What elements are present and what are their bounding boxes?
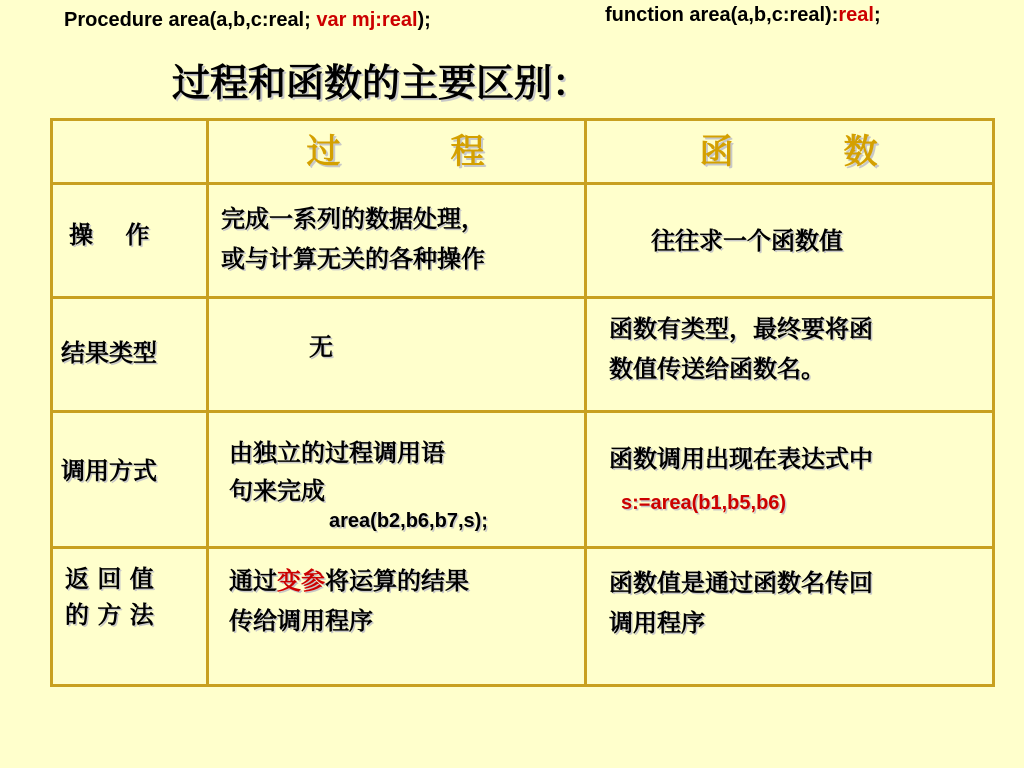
- table-row-result-type: [52, 298, 994, 412]
- procedure-declaration-prefix: Procedure area(a,b,c:real;: [64, 9, 317, 31]
- row-label-result-type: [52, 298, 208, 412]
- table-header-row: [52, 120, 994, 184]
- cell-line: 函数值是通过函数名传回: [609, 568, 873, 597]
- procedure-var-param: var mj:real: [316, 9, 418, 31]
- function-cell-result-type: [586, 298, 994, 412]
- header-corner: [52, 120, 208, 184]
- cell-line: 函数调用出现在表达式中: [609, 444, 873, 473]
- cell-line: 完成一系列的数据处理，: [221, 204, 485, 233]
- row-label-line: 的 方 法: [65, 600, 154, 629]
- row-label-operation: [52, 184, 208, 298]
- cell-line: [229, 561, 469, 601]
- cell-line: 句来完成: [229, 476, 325, 505]
- text-pre: 通过: [229, 566, 277, 595]
- procedure-cell-result-type: [208, 298, 586, 412]
- cell-line: 由独立的过程调用语: [229, 438, 445, 467]
- row-label-text: 操 作: [69, 220, 150, 249]
- procedure-declaration: [64, 9, 431, 32]
- row-label-return-method: [52, 548, 208, 686]
- function-declaration-suffix: ;: [873, 4, 881, 26]
- procedure-cell-operation: [208, 184, 586, 298]
- function-declaration: [605, 4, 881, 27]
- cell-line: 传给调用程序: [229, 606, 373, 635]
- function-call-example: s:=area(b1,b5,b6): [621, 492, 787, 514]
- page-title: 过程和函数的主要区别：: [172, 60, 591, 105]
- cell-line: 无: [309, 332, 333, 361]
- var-param-highlight: 变参: [277, 566, 325, 595]
- procedure-call-example: area(b2,b6,b7,s);: [329, 510, 488, 532]
- function-cell-return-method: [586, 548, 994, 686]
- function-declaration-prefix: function area(a,b,c:real):: [605, 4, 839, 26]
- row-label-line: 返 回 值: [65, 564, 154, 593]
- function-cell-operation: [586, 184, 994, 298]
- cell-line: 或与计算无关的各种操作: [221, 244, 485, 273]
- table-row-operation: [52, 184, 994, 298]
- procedure-cell-return-method: [208, 548, 586, 686]
- header-function: 函 数: [586, 120, 994, 184]
- row-label-text: 调用方式: [61, 456, 157, 485]
- cell-line: 函数有类型，最终要将函: [609, 314, 873, 343]
- comparison-table: [50, 118, 995, 687]
- table-row-return-method: [52, 548, 994, 686]
- row-label-text: 结果类型: [61, 338, 157, 367]
- text-post: 将运算的结果: [325, 566, 469, 595]
- procedure-declaration-suffix: );: [417, 9, 431, 31]
- cell-line: 往往求一个函数值: [651, 226, 843, 255]
- cell-line: 数值传送给函数名。: [609, 354, 825, 383]
- function-return-type: real: [838, 4, 874, 26]
- function-cell-call-method: [586, 412, 994, 548]
- procedure-cell-call-method: [208, 412, 586, 548]
- cell-line: 调用程序: [609, 608, 705, 637]
- header-procedure: 过 程: [208, 120, 586, 184]
- row-label-call-method: [52, 412, 208, 548]
- table-row-call-method: [52, 412, 994, 548]
